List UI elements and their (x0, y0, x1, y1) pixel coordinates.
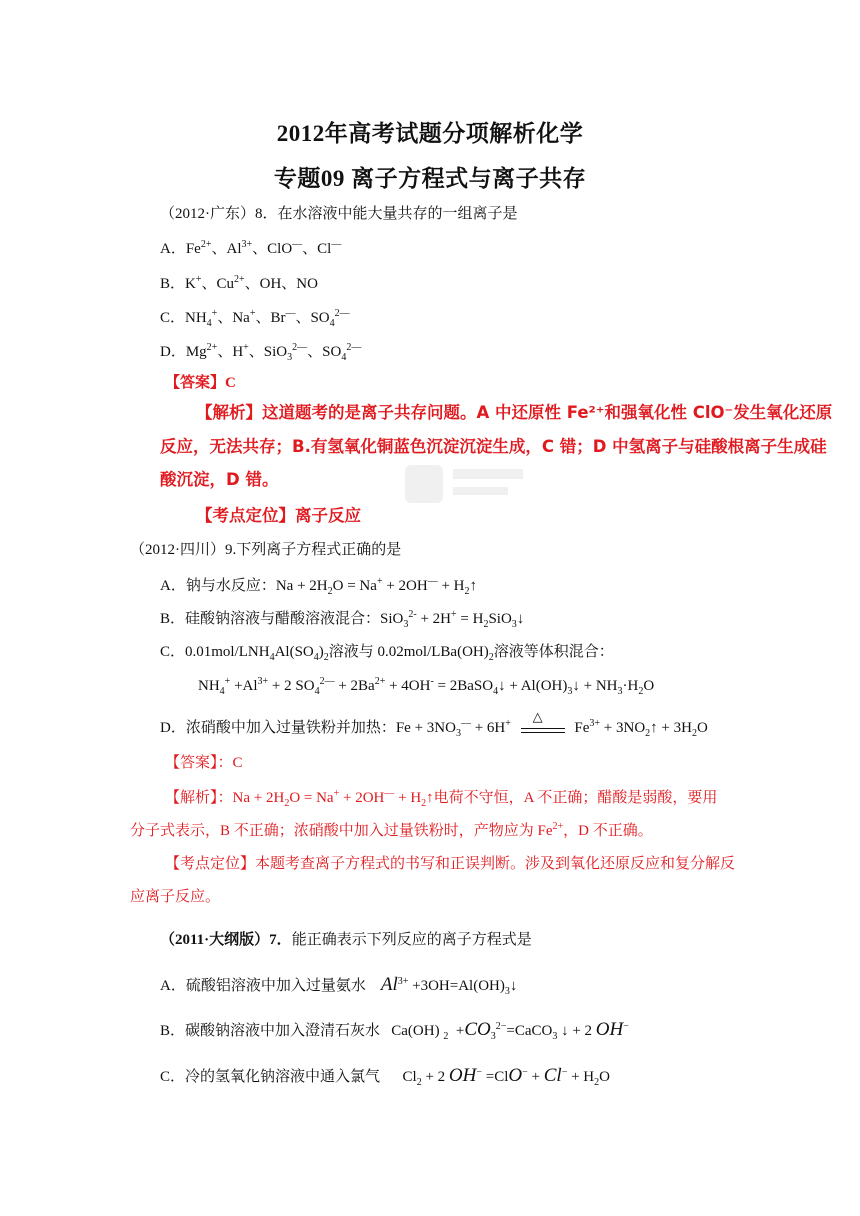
q3-option-c: C．冷的氢氧化钠溶液中通入氯气 $Cl_2 + 2$ $OH^- =ClO^- + Cl^- + H_2O$ (160, 1065, 610, 1088)
q2-analysis-line-1: 【解析】：$Na + 2H_2O = Na^+ + 2OH^—$ + $H_2↑$电荷不守恒，A 不正确；醋酸是弱酸，要用 (165, 788, 718, 809)
q2-option-c-equation: $NH_4^+ +Al^{3+} + 2$ $SO_4^{2—} + 2Ba^{2+} + 4OH^-$ = 2BaSO$_4$↓ + $Al(OH)_3↓ + NH_3\cdot H_2O$ (198, 676, 655, 697)
q1-analysis-line-3: 酸沉淀，D 错。 (160, 470, 279, 489)
heat-triangle-icon: △ (532, 708, 543, 724)
q2-answer: 【答案】：C (165, 755, 243, 771)
q1-analysis-line-1: 【解析】这道题考的是离子共存问题。A 中还原性 Fe²⁺和强氧化性 ClO⁻发生氧化还原 (196, 403, 833, 422)
q2-option-b: B．硅酸钠溶液与醋酸溶液混合：$SiO_3^{2-} + 2H^+ = H_2SiO_3↓$ (160, 609, 525, 630)
q3-option-a: A．硫酸铝溶液中加入过量氨水 $Al^{3+}$ $+3OH=Al(OH)_3↓$ (160, 974, 518, 997)
q1-option-b: B．K+、$Cu^{2+}$、OH、NO (160, 274, 318, 292)
q1-answer: 【答案】C (165, 375, 236, 391)
q1-option-a: A．$Fe^{2+}$、$Al^{3+}$、ClO—、Cl— (160, 239, 342, 257)
document-title: 2012年高考试题分项解析化学 (276, 121, 584, 146)
heating-condition-sign (521, 708, 565, 738)
q3-stem: （2011·大纲版）7．能正确表示下列反应的离子方程式是 (160, 932, 532, 948)
q2-option-d: D．浓硝酸中加入过量铁粉并加热：$Fe + 3NO_3^— + 6H^+$ △ $Fe^{3+}$ + $3NO_2↑ + 3H_2O$ (160, 708, 708, 739)
q3-option-b: B．碳酸钠溶液中加入澄清石灰水 Ca(OH) $_2 +CO_3^{2-}=CaCO_3$ ↓ + 2 OH− (160, 1019, 629, 1042)
document-subtitle: 专题09 离子方程式与离子共存 (273, 166, 587, 191)
q1-option-c: C．$NH_4^+$、Na+、Br—、$SO_4^{2—}$ (160, 308, 350, 329)
q2-knowledge-point-line-1: 【考点定位】本题考查离子方程式的书写和正误判断。涉及到氧化还原反应和复分解反 (165, 856, 736, 872)
watermark-logo (395, 455, 535, 515)
q1-analysis-line-2: 反应，无法共存；B.有氢氧化铜蓝色沉淀沉淀生成，C 错；D 中氢离子与硅酸根离子生成硅 (160, 437, 827, 456)
q1-knowledge-point: 【考点定位】离子反应 (196, 506, 361, 525)
q1-option-d: D．$Mg^{2+}$、H+、SiO$_3^{2—}$、$SO_4^{2—}$ (160, 342, 362, 363)
q1-stem: （2012·广东）8．在水溶液中能大量共存的一组离子是 (160, 206, 518, 222)
q2-knowledge-point-line-2: 应离子反应。 (130, 889, 221, 905)
q2-stem: （2012·四川）9.下列离子方程式正确的是 (130, 542, 402, 558)
q2-option-a: A．钠与水反应：$Na + 2H_2O = Na^+ + 2OH^—$ + $H_2↑$ (160, 576, 477, 597)
q2-option-c: C．$0.01mol/LNH_4Al(SO_4)_2$溶液与 $0.02mol/LBa(OH)_2$溶液等体积混合： (160, 644, 614, 663)
q2-analysis-line-2: 分子式表示，B 不正确；浓硝酸中加入过量铁粉时，产物应为 $Fe^{2+}$，D 不正确。 (130, 821, 653, 839)
